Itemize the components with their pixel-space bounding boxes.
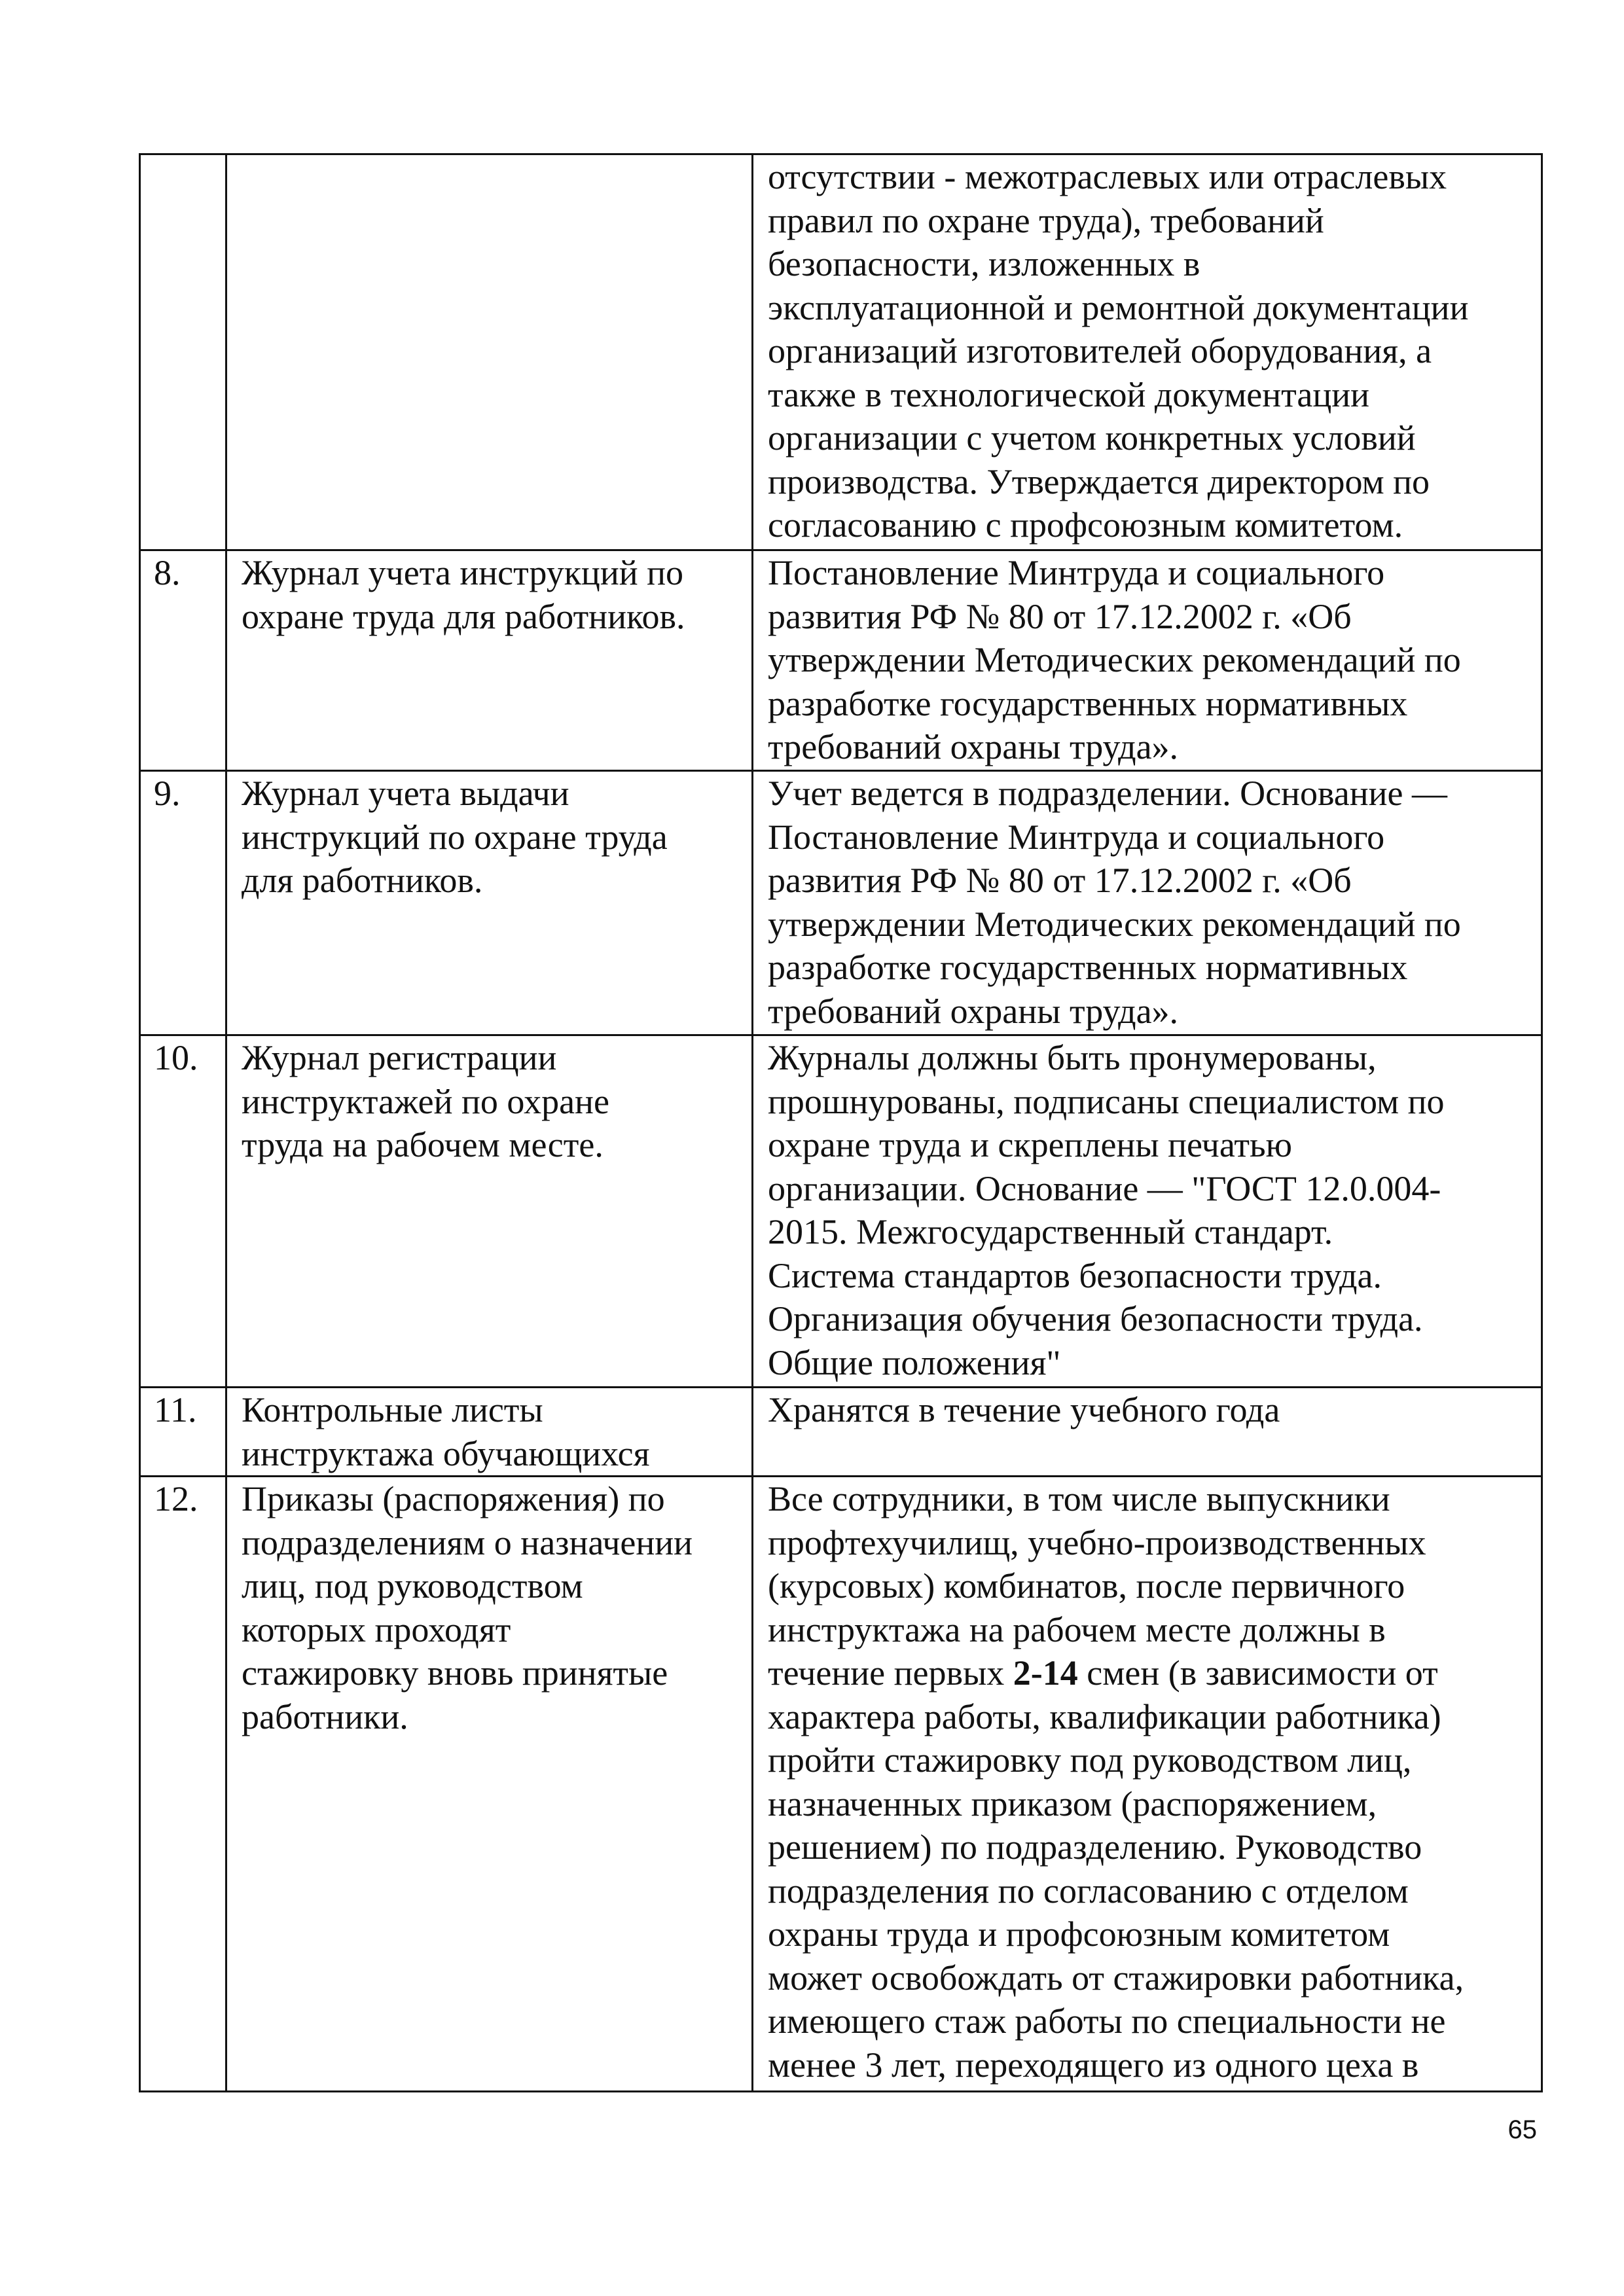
name-line: Журнал учета выдачи — [242, 774, 569, 813]
description-cell — [753, 1035, 1542, 1388]
row-number: 11. — [140, 1388, 226, 1477]
description-line: организации с учетом конкретных условий — [768, 418, 1416, 457]
description-line: Хранятся в течение учебного года — [768, 1390, 1280, 1429]
row-number: 12. — [140, 1477, 226, 2092]
description-line: требований охраны труда». — [768, 727, 1179, 766]
description-line: организаций изготовителей оборудования, а — [768, 331, 1432, 370]
description-line: согласованию с профсоюзным комитетом. — [768, 505, 1403, 545]
description-line: Система стандартов безопасности труда. — [768, 1255, 1382, 1295]
description-line: характера работы, квалификации работника) — [768, 1696, 1441, 1736]
description-line: пройти стажировку под руководством лиц, — [768, 1740, 1412, 1780]
description-line: отсутствии - межотраслевых или отраслевых — [768, 157, 1447, 196]
description-line: Учет ведется в подразделении. Основание — — [768, 774, 1447, 813]
row-number: 8. — [140, 550, 226, 771]
description-line: Общие положения" — [768, 1342, 1061, 1382]
requirements-table — [139, 153, 1543, 2092]
page-number: 65 — [1507, 2115, 1537, 2144]
description-line: правил по охране труда), требований — [768, 200, 1324, 240]
description-line: организации. Основание — "ГОСТ 12.0.004- — [768, 1168, 1441, 1208]
document-name-cell — [226, 550, 753, 771]
name-line: работники. — [242, 1696, 408, 1736]
name-line: для работников. — [242, 861, 483, 900]
description-line: также в технологической документации — [768, 374, 1370, 414]
document-name-cell — [226, 154, 753, 550]
description-line: назначенных приказом (распоряжением, — [768, 1784, 1377, 1823]
description-line: имеющего стаж работы по специальности не — [768, 2001, 1446, 2041]
description-line: инструктажа на рабочем месте должны в — [768, 1609, 1386, 1649]
name-line: Журнал регистрации — [242, 1038, 557, 1077]
table-row — [140, 1388, 1542, 1477]
description-line: охраны труда и профсоюзным комитетом — [768, 1914, 1390, 1954]
table-row — [140, 771, 1542, 1035]
name-line: лиц, под руководством — [242, 1566, 583, 1605]
table-row — [140, 1477, 1542, 2092]
document-name-cell — [226, 1477, 753, 2092]
table-row — [140, 550, 1542, 771]
row-number — [140, 154, 226, 550]
name-line: инструктажей по охране — [242, 1081, 609, 1121]
name-line: инструктажа обучающихся — [242, 1433, 650, 1473]
table-row — [140, 1035, 1542, 1388]
name-line: стажировку вновь принятые — [242, 1653, 668, 1693]
description-line: профтехучилищ, учебно-производственных — [768, 1522, 1426, 1562]
name-line: Журнал учета инструкций по — [242, 553, 684, 592]
name-line: подразделениям о назначении — [242, 1522, 693, 1562]
description-line: менее 3 лет, переходящего из одного цеха в — [768, 2045, 1419, 2085]
document-name-cell — [226, 1035, 753, 1388]
description-line-with-bold — [768, 1651, 1529, 1695]
description-line: производства. Утверждается директором по — [768, 461, 1430, 501]
name-line: Контрольные листы — [242, 1390, 543, 1429]
description-line: 2015. Межгосударственный стандарт. — [768, 1212, 1333, 1251]
description-cell — [753, 1388, 1542, 1477]
description-cell — [753, 771, 1542, 1035]
description-line: развития РФ № 80 от 17.12.2002 г. «Об — [768, 861, 1352, 900]
description-line: Журналы должны быть пронумерованы, — [768, 1038, 1377, 1077]
description-line: утверждении Методических рекомендаций по — [768, 904, 1461, 944]
description-cell — [753, 550, 1542, 771]
description-line-post: смен (в зависимости от — [1077, 1653, 1438, 1693]
shift-range-bold: 2-14 — [1013, 1653, 1078, 1693]
description-line-pre: течение первых — [768, 1653, 1013, 1693]
name-line: которых проходят — [242, 1609, 511, 1649]
description-line: может освобождать от стажировки работника, — [768, 1958, 1464, 1998]
row-number: 9. — [140, 771, 226, 1035]
description-line: требований охраны труда». — [768, 991, 1179, 1031]
description-line: разработке государственных нормативных — [768, 948, 1408, 987]
description-line: безопасности, изложенных в — [768, 244, 1200, 283]
name-line: инструкций по охране труда — [242, 817, 668, 857]
description-line: прошнурованы, подписаны специалистом по — [768, 1081, 1445, 1121]
document-name-cell — [226, 1388, 753, 1477]
description-cell — [753, 154, 1542, 550]
description-line: (курсовых) комбинатов, после первичного — [768, 1566, 1405, 1605]
description-line: охране труда и скреплены печатью — [768, 1125, 1292, 1164]
name-line: труда на рабочем месте. — [242, 1125, 604, 1164]
description-line: Постановление Минтруда и социального — [768, 553, 1385, 592]
description-cell — [753, 1477, 1542, 2092]
row-number: 10. — [140, 1035, 226, 1388]
name-line: охране труда для работников. — [242, 596, 685, 636]
description-line: развития РФ № 80 от 17.12.2002 г. «Об — [768, 596, 1352, 636]
description-line: Все сотрудники, в том числе выпускники — [768, 1479, 1390, 1518]
description-line: разработке государственных нормативных — [768, 683, 1408, 723]
description-line: подразделения по согласованию с отделом — [768, 1871, 1409, 1910]
description-line: Постановление Минтруда и социального — [768, 817, 1385, 857]
description-line: Организация обучения безопасности труда. — [768, 1299, 1423, 1338]
description-line: решением) по подразделению. Руководство — [768, 1827, 1422, 1867]
name-line: Приказы (распоряжения) по — [242, 1479, 665, 1518]
table-row — [140, 154, 1542, 550]
document-name-cell — [226, 771, 753, 1035]
description-line: утверждении Методических рекомендаций по — [768, 640, 1461, 679]
description-line: эксплуатационной и ремонтной документации — [768, 287, 1469, 327]
